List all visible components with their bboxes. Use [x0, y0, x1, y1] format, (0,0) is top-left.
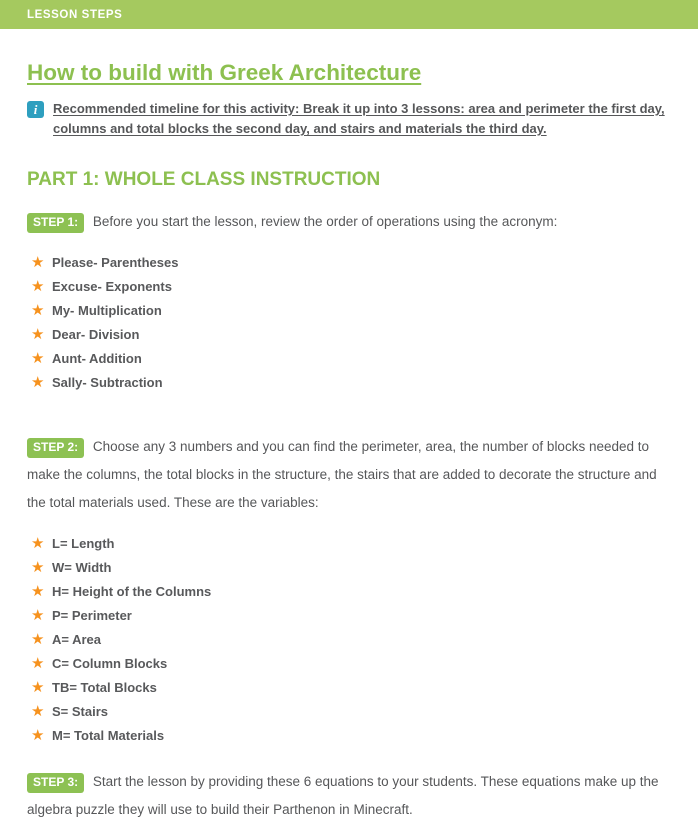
list-item-label: Excuse- Exponents — [52, 278, 172, 294]
list-item — [31, 274, 670, 298]
star-icon: ★ — [31, 702, 45, 720]
step2-text: Choose any 3 numbers and you can find the perimeter, area, the number of blocks needed to make the columns, the total blocks in the structure, the stairs that are added to decorate the structure and the total materials used. These are the variables: — [27, 439, 657, 510]
star-icon: ★ — [31, 726, 45, 744]
part1-heading: PART 1: WHOLE CLASS INSTRUCTION — [27, 169, 381, 190]
list-item — [31, 627, 670, 651]
list-item — [31, 675, 670, 699]
list-item — [31, 651, 670, 675]
list-item — [31, 322, 670, 346]
step3-text: Start the lesson by providing these 6 equations to your students. These equations make up the algebra puzzle they will use to build their Parthenon in Minecraft. — [27, 774, 659, 817]
star-icon: ★ — [31, 253, 45, 271]
step2-badge: STEP 2: — [27, 438, 84, 458]
list-item-label: W= Width — [52, 559, 112, 575]
variables-list — [31, 531, 670, 747]
list-item — [31, 346, 670, 370]
star-icon: ★ — [31, 373, 45, 391]
star-icon: ★ — [31, 582, 45, 600]
list-item — [31, 723, 670, 747]
star-icon: ★ — [31, 654, 45, 672]
list-item-label: M= Total Materials — [52, 727, 165, 743]
step3-paragraph — [27, 768, 670, 824]
acronym-list — [31, 250, 670, 394]
star-icon: ★ — [31, 630, 45, 648]
step2-paragraph — [27, 433, 670, 517]
star-icon: ★ — [31, 277, 45, 295]
list-item-label: Dear- Division — [52, 326, 140, 342]
recommended-timeline-notice — [27, 99, 670, 139]
list-item-label: H= Height of the Columns — [52, 583, 212, 599]
lesson-steps-tab-bar — [0, 0, 698, 29]
list-item-label: S= Stairs — [52, 703, 109, 719]
recommended-timeline-text: Recommended timeline for this activity: Break it up into 3 lessons: area and perimeter the first day, columns and total blocks the second day, and stairs and materials the third day. — [53, 101, 665, 136]
star-icon: ★ — [31, 606, 45, 624]
step1-paragraph — [27, 208, 670, 236]
list-item-label: P= Perimeter — [52, 607, 132, 623]
step1-badge: STEP 1: — [27, 213, 84, 233]
list-item — [31, 555, 670, 579]
lesson-steps-tab-label[interactable]: LESSON STEPS — [27, 8, 123, 21]
star-icon: ★ — [31, 534, 45, 552]
star-icon: ★ — [31, 349, 45, 367]
list-item — [31, 370, 670, 394]
list-item-label: TB= Total Blocks — [52, 679, 157, 695]
step3-badge: STEP 3: — [27, 773, 84, 793]
list-item-label: My- Multiplication — [52, 302, 162, 318]
list-item — [31, 603, 670, 627]
list-item-label: A= Area — [52, 631, 102, 647]
list-item — [31, 699, 670, 723]
list-item-label: Aunt- Addition — [52, 350, 142, 366]
star-icon: ★ — [31, 301, 45, 319]
page-title-link[interactable]: How to build with Greek Architecture — [27, 60, 422, 85]
star-icon: ★ — [31, 325, 45, 343]
list-item-label: L= Length — [52, 535, 115, 551]
star-icon: ★ — [31, 678, 45, 696]
lesson-content — [0, 29, 698, 824]
list-item-label: Sally- Subtraction — [52, 374, 163, 390]
list-item — [31, 298, 670, 322]
list-item — [31, 579, 670, 603]
info-icon: i — [27, 101, 44, 118]
list-item — [31, 531, 670, 555]
star-icon: ★ — [31, 558, 45, 576]
list-item-label: Please- Parentheses — [52, 254, 179, 270]
list-item-label: C= Column Blocks — [52, 655, 168, 671]
step1-text: Before you start the lesson, review the order of operations using the acronym: — [92, 214, 558, 229]
list-item — [31, 250, 670, 274]
